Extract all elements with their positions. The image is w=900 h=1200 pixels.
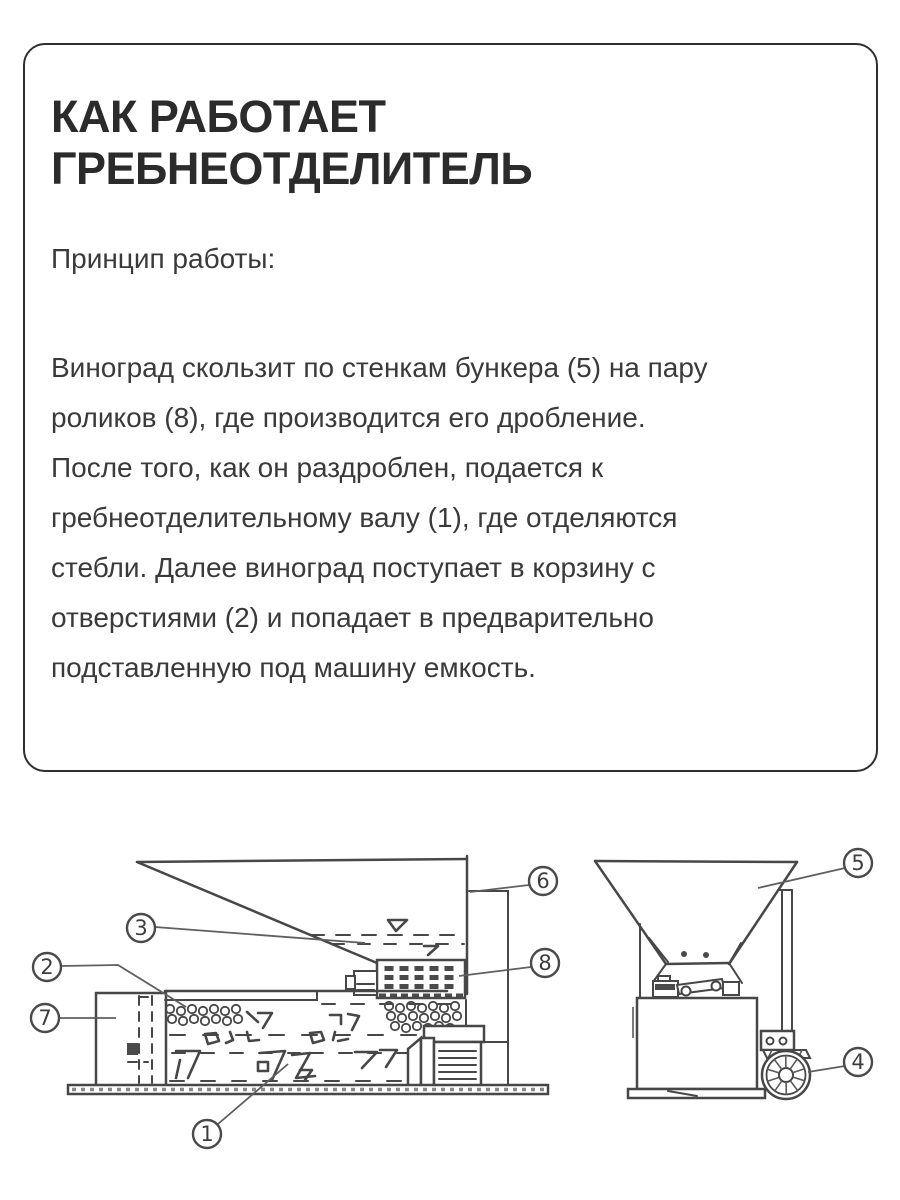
body-line: подставленную под машину емкость. [51, 652, 536, 683]
body-line: стебли. Далее виноград поступает в корзину с [51, 552, 656, 583]
basket-holes [166, 1002, 461, 1032]
page-title [51, 91, 846, 195]
body-line: роликов (8), где производится его дробление. [51, 402, 646, 433]
base-frame-end [628, 1089, 765, 1098]
svg-text:4: 4 [851, 1050, 865, 1074]
title-line-2: ГРЕБНЕОТДЕЛИТЕЛЬ [51, 143, 533, 194]
svg-text:7: 7 [38, 1006, 52, 1030]
end-view-drawing [595, 861, 810, 1099]
callout-1 [193, 1064, 288, 1148]
title-line-1: КАК РАБОТАЕТ [51, 91, 386, 142]
svg-text:6: 6 [536, 869, 550, 893]
body-box-end [633, 998, 757, 1089]
motor-end [761, 1031, 810, 1099]
drive-wheel [762, 1051, 810, 1099]
body-line: гребнеотделительному валу (1), где отделяются [51, 502, 678, 533]
callout-4 [808, 1048, 872, 1076]
body-line: После того, как он раздроблен, подается к [51, 452, 604, 483]
svg-text:8: 8 [538, 951, 552, 975]
hopper-end [595, 861, 797, 983]
svg-text:2: 2 [40, 955, 54, 979]
roller-mechanism-end [653, 976, 739, 997]
callout-5 [758, 849, 872, 888]
motor-side [408, 1026, 484, 1089]
svg-text:5: 5 [851, 851, 865, 875]
base-frame-side [68, 1085, 548, 1094]
technical-diagram [0, 810, 900, 1200]
roller-box [346, 960, 465, 998]
info-card [23, 43, 878, 772]
callout-7 [31, 1004, 116, 1032]
callout-6 [470, 867, 557, 895]
callout-2 [33, 953, 186, 1007]
subtitle: Принцип работы: [51, 243, 276, 274]
body-line: отверстиями (2) и попадает в предварительно [51, 602, 654, 633]
callout-3 [127, 914, 365, 943]
svg-text:3: 3 [134, 916, 148, 940]
description-paragraph [51, 343, 846, 693]
svg-text:1: 1 [200, 1122, 214, 1146]
destemmer-drawing [0, 810, 900, 1200]
body-line: Виноград скользит по стенкам бункера (5) на пару [51, 352, 708, 383]
